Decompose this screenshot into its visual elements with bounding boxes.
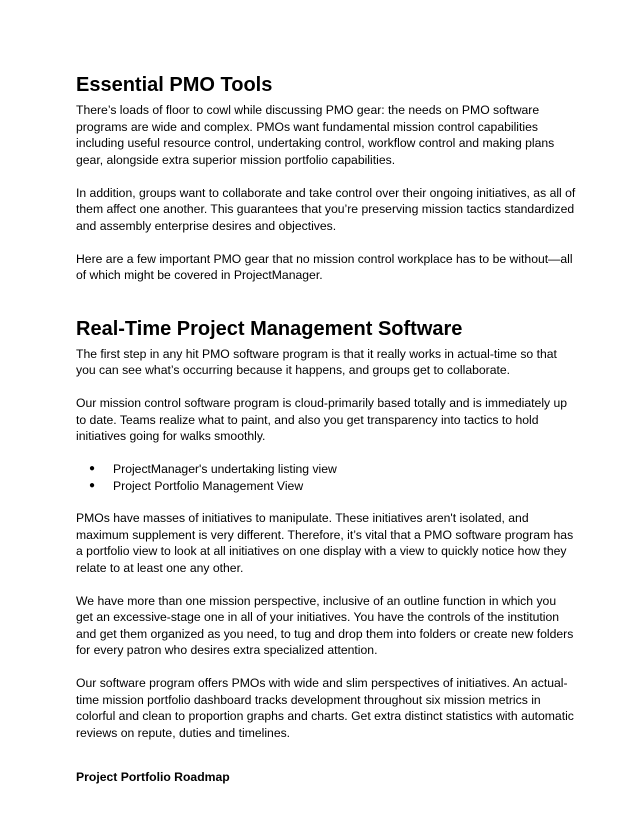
section-title-essential-pmo-tools: Essential PMO Tools <box>76 74 273 96</box>
paragraph: PMOs have masses of initiatives to manipulate. These initiatives aren't isolated, and maximum supplement is very different. Therefore, it’s vital that a PMO software program has a portfolio view to look at all initiatives on one display with a view to quickly notice how they relate to at least one any other. <box>76 511 574 575</box>
list-item <box>89 478 576 495</box>
list-item <box>89 461 576 478</box>
list-item-text: Project Portfolio Management View <box>113 478 304 493</box>
paragraph: Our mission control software program is cloud-primarily based totally and is immediately up to date. Teams realize what to paint, and also you get transparency into tactics to hold initiatives going for walks smoothly. <box>76 396 568 443</box>
bullet-icon: ● <box>89 463 96 474</box>
paragraph: We have more than one mission perspective, inclusive of an outline function in which you get an excessive-stage one in all of your initiatives. You have the controls of the institution and get them organized as you need, to tug and drop them into folders or create new folders for every patron who desires extra specialized attention. <box>76 593 574 657</box>
bullet-icon: ● <box>89 479 96 491</box>
bullet-list <box>76 461 576 494</box>
subheading-project-portfolio-roadmap: Project Portfolio Roadmap <box>76 770 230 784</box>
list-item-text: ProjectManager's undertaking listing view <box>113 462 337 476</box>
paragraph: The first step in any hit PMO software program is that it really works in actual-time so that you can see what’s occurring because it happens, and groups get to collaborate. <box>76 346 557 377</box>
document-page <box>76 73 576 786</box>
paragraph: Our software program offers PMOs with wide and slim perspectives of initiatives. An actual-time mission portfolio dashboard tracks development throughout six mission metrics in colorful and clean to proportion graphs and charts. Get extra distinct statistics with automatic reviews on repute, duties and timelines. <box>76 676 574 740</box>
paragraph: Here are a few important PMO gear that no mission control workplace has to be without—all of which might be covered in ProjectManager. <box>76 251 573 282</box>
paragraph: There’s loads of floor to cowl while discussing PMO gear: the needs on PMO software programs are wide and complex. PMOs want fundamental mission control capabilities including useful resource control, undertaking control, workflow control and making plans gear, alongside extra superior mission portfolio capabilities. <box>76 103 555 167</box>
paragraph: In addition, groups want to collaborate and take control over their ongoing initiatives, as all of them affect one another. This guarantees that you’re preserving mission tactics standardized and assembly enterprise desires and objectives. <box>76 185 576 233</box>
section-title-real-time-software: Real-Time Project Management Software <box>76 317 463 340</box>
